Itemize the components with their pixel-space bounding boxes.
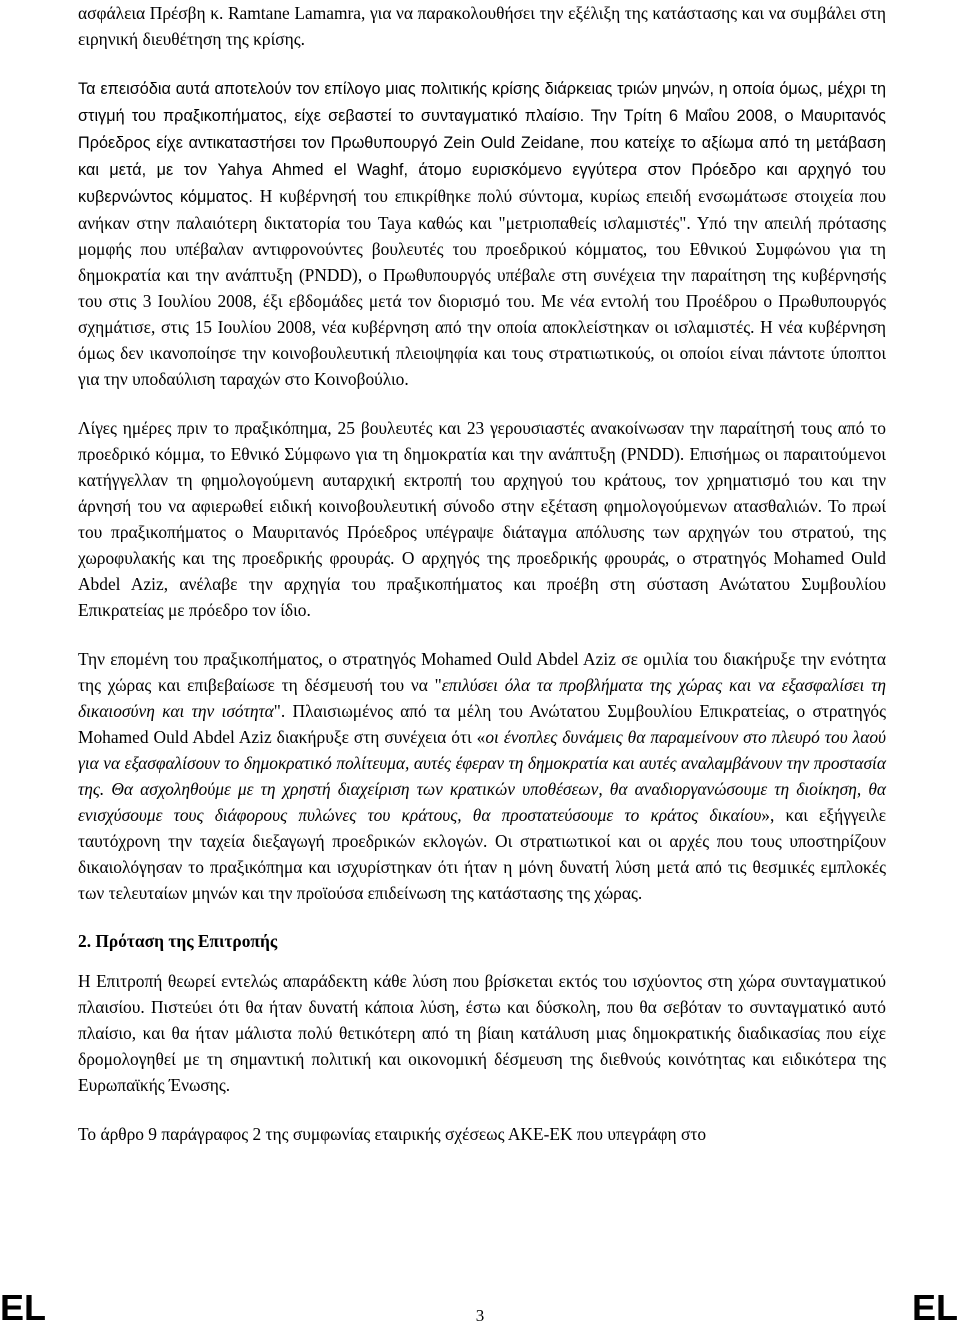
paragraph-2: [78, 75, 886, 392]
paragraph-5: Η Επιτροπή θεωρεί εντελώς απαράδεκτη κάθε λύση που βρίσκεται εκτός του ισχύοντος στη χώρα συνταγματικού πλαισίου. Πιστεύει ότι θα ήταν δυνατή κάποια λύση, έστω και δύσκολη, που θα σεβόταν το συνταγματικό αυτό πλαίσιο, και θα ήταν μάλιστα πολύ θετικότερη από τη βίαιη κατάλυση μιας δημοκρατικής διαδικασίας που είχε δρομολογηθεί με τη σημαντική πολιτική και οικονομική δέσμευση της διεθνούς κοινότητας και ειδικότερα της Ευρωπαϊκής Ένωσης.: [78, 971, 886, 1095]
footer-language-left: EL: [0, 1287, 47, 1328]
paragraph-4-quote-2: οι ένοπλες δυνάμεις θα παραμείνουν στο πλευρό του λαού για να εξασφαλίσουν το δημοκρατικό πολίτευμα, αυτές έφεραν τη δημοκρατία και αυτές αναλαμβάνουν την προστασία της. Θα ασχοληθούμε με τη χρηστή διαχείριση των κρατικών υποθέσεων, θα αναδιοργανώσουμε τη διοίκηση, θα ενισχύσουμε τους διάφορους πυλώνες του κράτους, θα προστατεύσουμε το κράτος δικαίου: [78, 727, 887, 825]
page-number: 3: [475, 1306, 485, 1325]
paragraph-2-sans-part: Τα επεισόδια αυτά αποτελούν τον επίλογο μιας πολιτικής κρίσης διάρκειας τριών μηνών, η οποία όμως, μέχρι τη στιγμή του πραξικοπήματος, είχε σεβαστεί το συνταγματικό πλαίσιο. Την Τρίτη 6 Μαΐου 2008, ο Μαυριτανός Πρόεδρος είχε αντικαταστήσει τον Πρωθυπουργό Zein Ould Zeidane, που κατείχε το αξίωμα από τη μετάβαση και μετά, με τον Yahya Ahmed el Waghf, άτομο ευρισκόμενο εγγύτερα στον Πρόεδρο και αρχηγό του κυβερνώντος κόμματος.: [78, 80, 886, 206]
footer-language-right: EL: [911, 1287, 958, 1328]
paragraph-2-serif-part: Η κυβέρνησή του επικρίθηκε πολύ σύντομα, κυρίως επειδή ενσωμάτωσε στοιχεία που ανήκαν στην παλαιότερη δικτατορία του Taya καθώς και "μετριοπαθείς ισλαμιστές". Υπό την απειλή πρότασης μομφής που υπέβαλαν αντιφρονούντες βουλευτές του προεδρικού κόμματος, του Εθνικού Συμφώνου για τη δημοκρατία και την ανάπτυξη (PNDD), ο Πρωθυπουργός υπέβαλε στη συνέχεια την παραίτηση της κυβέρνησής του στις 3 Ιουλίου 2008, έξι εβδομάδες μετά τον διορισμό του. Με νέα εντολή του Προέδρου ο Πρωθυπουργός σχημάτισε, στις 15 Ιουλίου 2008, νέα κυβέρνηση από την οποία αποκλείστηκαν οι ισλαμιστές. Η νέα κυβέρνηση όμως δεν ικανοποίησε την κοινοβουλευτική πλειοψηφία και τους στρατιωτικούς, οι οποίοι είναι πάντοτε ύποπτοι για την υποδαύλιση ταραχών στο Κοινοβούλιο.: [78, 186, 886, 389]
paragraph-4: [78, 646, 886, 906]
document-body: [78, 0, 886, 1147]
paragraph-4-text-3: », και εξήγγειλε ταυτόχρονη την ταχεία διεξαγωγή προεδρικών εκλογών. Οι στρατιωτικοί και οι αρχές που τους υποστηρίζουν δικαιολόγησαν το πραξικόπημα και ισχυρίστηκαν ότι ήταν η μόνη δυνατή λύση μετά από τις θεσμικές εμπλοκές των τελευταίων μηνών και την προϊούσα επιδείνωση της κατάστασης της χώρας.: [78, 805, 886, 903]
paragraph-4-text-2: ". Πλαισιωμένος από τα μέλη του Ανώτατου Συμβουλίου Επικρατείας, ο στρατηγός Mohamed Ould Abdel Aziz διακήρυξε στη συνέχεια ότι «: [78, 701, 886, 747]
paragraph-3: Λίγες ημέρες πριν το πραξικόπημα, 25 βουλευτές και 23 γερουσιαστές ανακοίνωσαν την παραίτησή τους από το προεδρικό κόμμα, το Εθνικό Σύμφωνο για τη δημοκρατία και την ανάπτυξη (PNDD). Επισήμως οι παραιτούμενοι κατήγγελλαν τη φημολογούμενη αυταρχική εκτροπή του αρχηγού του κράτους, τον χρηματισμό του και την άρνησή του να αφιερωθεί ειδική κοινοβουλευτική σύνοδο στην εξέταση φημολογούμενων ατασθαλιών. Το πρωί του πραξικοπήματος ο Μαυριτανός Πρόεδρος υπέγραψε διάταγμα απόλυσης των αρχηγών του στρατού, της χωροφυλακής και της προεδρικής φρουράς. Ο αρχηγός της προεδρικής φρουράς, ο στρατηγός Mohamed Ould Abdel Aziz, ανέλαβε την αρχηγία του πραξικοπήματος και προέβη στη σύσταση Ανώτατου Συμβουλίου Επικρατείας με πρόεδρο τον ίδιο.: [78, 418, 886, 620]
paragraph-6: Το άρθρο 9 παράγραφος 2 της συμφωνίας εταιρικής σχέσεως ΑΚΕ-ΕΚ που υπεγράφη στο: [78, 1124, 707, 1144]
paragraph-1: ασφάλεια Πρέσβη κ. Ramtane Lamamra, για να παρακολουθήσει την εξέλιξη της κατάστασης και να συμβάλει στη ειρηνική διευθέτηση της κρίσης.: [78, 3, 886, 49]
paragraph-4-text-1: Την επομένη του πραξικοπήματος, ο στρατηγός Mohamed Ould Abdel Aziz σε ομιλία του διακήρυξε την ενότητα της χώρας και επιβεβαίωσε τη δέσμευσή του να ": [78, 649, 886, 695]
section-heading: 2. Πρόταση της Επιτροπής: [78, 931, 278, 951]
paragraph-4-quote-1: επιλύσει όλα τα προβλήματα της χώρας και να εξασφαλίσει τη δικαιοσύνη και την ισότητα: [78, 675, 886, 721]
